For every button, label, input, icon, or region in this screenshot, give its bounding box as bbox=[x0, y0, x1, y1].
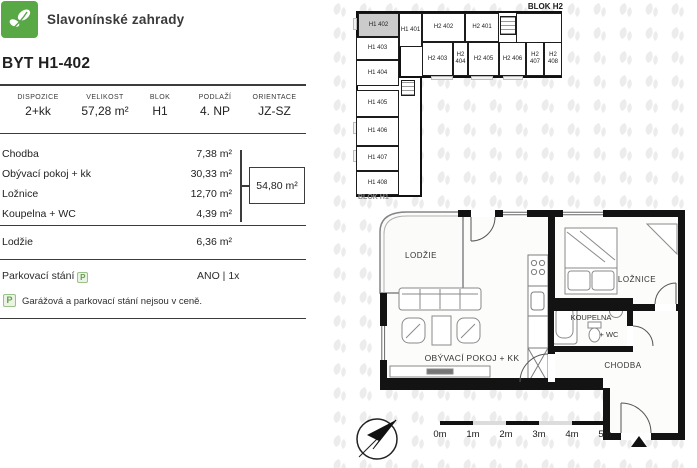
divider bbox=[0, 225, 306, 226]
unit-cell-h2-401: H2 401 bbox=[465, 13, 499, 42]
wc-tank bbox=[588, 322, 601, 328]
unit-cell-h1-407: H1 407 bbox=[356, 146, 399, 171]
room-row bbox=[2, 208, 232, 224]
tv bbox=[427, 369, 453, 374]
balcony-tick bbox=[431, 76, 453, 80]
room-row bbox=[2, 188, 232, 204]
bedroom-window bbox=[563, 210, 603, 217]
scale-tick-label: 3m bbox=[532, 429, 546, 440]
parking-note: Garážová a parkovací stání nejsou v ceně. bbox=[22, 296, 203, 307]
kitchen-unit bbox=[528, 255, 548, 383]
room-area: 6,36 m² bbox=[196, 236, 232, 248]
unit-cell-h2-402: H2 402 bbox=[422, 13, 465, 42]
label-bedroom: LOŽNICE bbox=[617, 275, 657, 284]
unit-cell-h2-408: H2 408 bbox=[544, 42, 562, 76]
unit-cell-h2-406: H2 406 bbox=[499, 42, 526, 76]
unit-cell-h1-402: H1 402 bbox=[358, 13, 399, 37]
scale-bar bbox=[433, 421, 612, 445]
room-area: 7,38 m² bbox=[196, 148, 232, 160]
parking-label: Parkovací stání bbox=[2, 270, 75, 282]
summary-value: H1 bbox=[152, 104, 168, 118]
summary-label: DISPOZICE bbox=[17, 94, 59, 101]
summary-col-dispozice bbox=[0, 94, 76, 118]
subtotal-box bbox=[249, 167, 305, 204]
scale-tick-label: 1m bbox=[466, 429, 480, 440]
label-hall: CHODBA bbox=[604, 361, 642, 370]
balcony-tick bbox=[503, 76, 523, 80]
summary-col-blok bbox=[134, 94, 186, 118]
lodzie-row bbox=[2, 236, 232, 252]
unit-cell-h2-403: H2 403 bbox=[422, 42, 453, 76]
brand-name: Slavonínské zahrady bbox=[47, 12, 185, 27]
elevator-core-icon bbox=[401, 80, 415, 96]
unit-cell-h1-404: H1 404 bbox=[356, 60, 399, 86]
summary-value: 57,28 m² bbox=[81, 104, 129, 118]
divider bbox=[0, 133, 306, 134]
room-area: 4,39 m² bbox=[196, 208, 232, 220]
living-window bbox=[380, 326, 387, 360]
stair-core-icon bbox=[500, 16, 516, 35]
parking-row bbox=[2, 270, 88, 283]
brand-logo-icon bbox=[1, 1, 38, 38]
unit-cell-h2-404: H2 404 bbox=[453, 42, 468, 76]
wc-bowl bbox=[589, 328, 600, 342]
unit-cell-h1-405: H1 405 bbox=[356, 90, 399, 117]
room-area: 30,33 m² bbox=[190, 168, 232, 180]
divider bbox=[0, 259, 306, 260]
room-name: Chodba bbox=[2, 148, 39, 160]
room-name: Lodžie bbox=[2, 236, 33, 248]
label-bathroom: KOUPELNA bbox=[570, 313, 612, 322]
scale-segment bbox=[506, 421, 539, 425]
room-area: 12,70 m² bbox=[190, 188, 232, 200]
label-lodzie: LODŽIE bbox=[405, 251, 437, 260]
subtotal-bracket-connector bbox=[240, 185, 249, 187]
scale-segment bbox=[440, 421, 473, 425]
unit-cell-h2-405: H2 405 bbox=[468, 42, 499, 76]
blok-h1-label: BLOK H1 bbox=[358, 194, 389, 200]
balcony-tick bbox=[471, 76, 493, 80]
room-name: Ložnice bbox=[2, 188, 39, 200]
scale-tick-label: 0m bbox=[433, 429, 447, 440]
summary-label: ORIENTACE bbox=[252, 94, 297, 101]
unit-cell-h1-401: H1 401 bbox=[399, 13, 422, 47]
label-living: OBÝVACÍ POKOJ + KK bbox=[424, 353, 520, 363]
scale-segment bbox=[572, 421, 605, 425]
pillow bbox=[592, 271, 614, 290]
summary-col-orientace bbox=[244, 94, 305, 118]
coffee-table bbox=[432, 316, 451, 345]
parking-icon: P bbox=[77, 272, 88, 283]
floor-overview-map bbox=[353, 2, 568, 200]
summary-col-podlazi bbox=[186, 94, 244, 118]
unit-cell-h1-403: H1 403 bbox=[356, 37, 399, 60]
blok-h2-label: BLOK H2 bbox=[527, 2, 563, 11]
summary-label: VELIKOST bbox=[86, 94, 124, 101]
unit-cell-h2-407: H2 407 bbox=[526, 42, 544, 76]
label-bathroom-wc: + WC bbox=[599, 330, 619, 339]
parking-value: ANO | 1x bbox=[197, 270, 240, 282]
sink bbox=[531, 292, 544, 310]
room-name: Obývací pokoj + kk bbox=[2, 168, 91, 180]
scale-tick-label: 2m bbox=[499, 429, 513, 440]
unit-cell-h1-408: H1 408 bbox=[356, 171, 399, 195]
divider bbox=[0, 84, 306, 86]
pillow bbox=[568, 271, 590, 290]
scale-segment bbox=[539, 421, 572, 425]
scale-segment bbox=[473, 421, 506, 425]
summary-label: BLOK bbox=[149, 94, 171, 101]
scale-tick-label: 5m bbox=[598, 429, 612, 440]
info-panel bbox=[0, 0, 330, 468]
compass-icon bbox=[352, 414, 404, 466]
divider bbox=[0, 318, 306, 319]
parking-note-icon: P bbox=[3, 294, 16, 307]
summary-col-velikost bbox=[76, 94, 134, 118]
balcony-tick bbox=[353, 18, 357, 30]
summary-value: 4. NP bbox=[199, 104, 230, 118]
room-row bbox=[2, 168, 232, 184]
unit-cell-h1-406: H1 406 bbox=[356, 117, 399, 146]
summary-value: 2+kk bbox=[25, 104, 51, 118]
room-name: Koupelna + WC bbox=[2, 208, 76, 220]
room-row bbox=[2, 148, 232, 164]
summary-label: PODLAŽÍ bbox=[198, 94, 232, 101]
scale-tick-label: 4m bbox=[565, 429, 579, 440]
subtotal-value: 54,80 m² bbox=[256, 179, 298, 192]
summary-value: JZ-SZ bbox=[258, 104, 291, 118]
page-title: BYT H1-402 bbox=[2, 55, 91, 72]
entrance-opening bbox=[621, 433, 651, 440]
